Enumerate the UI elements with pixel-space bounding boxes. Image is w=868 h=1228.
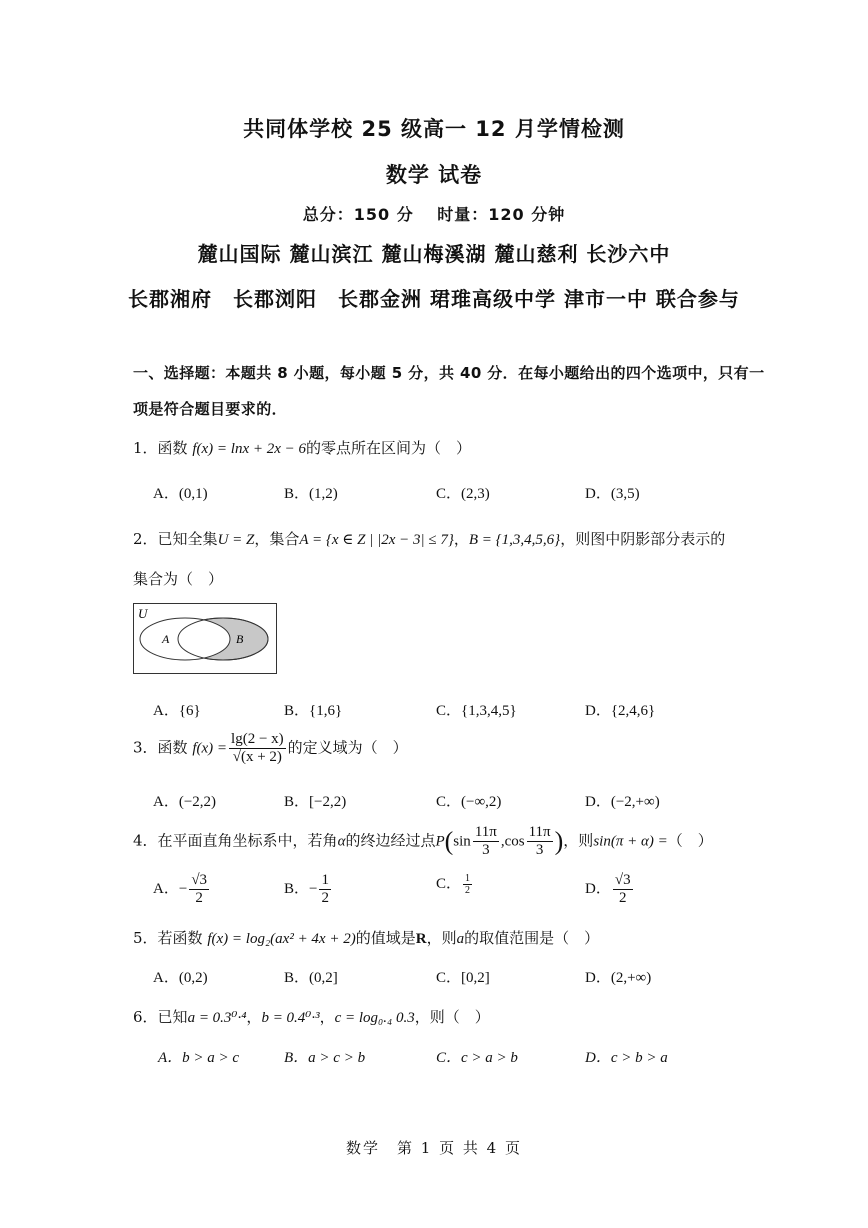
option-label: C． — [436, 876, 462, 892]
option-c[interactable]: C．{1,3,4,5} — [436, 703, 517, 719]
question-text: 函数 — [157, 439, 188, 457]
option-c[interactable]: C．(−∞,2) — [436, 794, 502, 810]
fraction — [613, 872, 633, 907]
schools-line-1: 麓山国际 麓山滨江 麓山梅溪湖 麓山慈利 长沙六中 — [197, 242, 671, 266]
fraction — [473, 824, 499, 859]
fraction — [319, 872, 331, 907]
sin-label: sin — [453, 833, 471, 850]
math-expression: sin(π + α) = — [593, 833, 668, 850]
exam-title: 共同体学校 25 级高一 12 月学情检测 — [243, 117, 625, 141]
math-expression: a — [456, 931, 465, 947]
option-b[interactable]: B．(0,2] — [284, 970, 338, 986]
question-text: 的值域是 — [355, 929, 416, 947]
option-sign: − — [178, 880, 188, 897]
fraction-denominator: 2 — [465, 885, 471, 897]
question-number: 6． — [133, 1008, 158, 1026]
math-expression: b = 0.4⁰·³ — [261, 1010, 320, 1026]
math-expression: U = Z — [217, 532, 255, 548]
fraction-numerator: 11π — [474, 824, 497, 840]
option-b[interactable]: B．{1,6} — [284, 703, 343, 719]
question-text: 若函数 — [157, 929, 203, 947]
fraction-denominator: √(x + 2) — [232, 749, 282, 765]
question-text: 已知 — [157, 1008, 188, 1026]
option-d[interactable]: D．{2,4,6} — [585, 703, 656, 719]
question-number: 3． — [133, 738, 158, 757]
schools-line-2: 长郡湘府 长郡浏阳 长郡金洲 珺琟高级中学 津市一中 联合参与 — [128, 287, 740, 311]
question-text: ，则图中阴影部分表示的 — [560, 530, 726, 548]
venn-b-label: B — [236, 632, 244, 646]
question-text: 的定义域为（ ） — [287, 738, 408, 757]
math-expression: a = 0.3⁰·⁴ — [187, 1010, 247, 1026]
option-c[interactable] — [436, 872, 474, 896]
fraction-numerator: lg(2 − x) — [231, 731, 284, 747]
set-a-ellipse — [140, 618, 230, 660]
question-text: 函数 — [157, 738, 188, 757]
option-d[interactable]: D．(−2,+∞) — [585, 794, 660, 810]
question-2 — [133, 528, 725, 549]
fraction-numerator: √3 — [614, 872, 631, 888]
math-expression: A = {x ∈ Z | |2x − 3| ≤ 7} — [299, 532, 454, 548]
separator: ， — [319, 1008, 335, 1026]
math-expression: B = {1,3,4,5,6} — [468, 532, 561, 548]
venn-u-label: U — [138, 606, 148, 621]
fraction-denominator: 3 — [482, 842, 490, 858]
fraction — [229, 731, 286, 766]
option-b[interactable]: B．[−2,2) — [284, 794, 347, 810]
option-label: D． — [585, 880, 611, 897]
question-4 — [133, 824, 713, 859]
point-label: P — [435, 833, 445, 850]
question-text: ， — [453, 530, 469, 548]
question-text: ，集合 — [254, 530, 300, 548]
question-1 — [133, 437, 471, 458]
right-paren: ) — [554, 826, 564, 856]
math-expression: f(x) = — [192, 740, 228, 757]
option-a[interactable]: A．b > a > c — [158, 1050, 240, 1066]
option-sign: − — [309, 880, 318, 897]
question-number: 5． — [133, 929, 158, 947]
math-expression: f(x) = lnx + 2x − 6 — [192, 441, 307, 457]
option-a[interactable]: A．(0,2) — [153, 970, 208, 986]
question-text: ，则 — [563, 831, 594, 850]
fraction-numerator: 1 — [321, 872, 329, 888]
option-a[interactable]: A．(0,1) — [153, 486, 208, 502]
question-text: 的终边经过点 — [345, 831, 436, 850]
fraction-numerator: 1 — [465, 873, 471, 885]
math-expression: c = log₀.₄ 0.3 — [334, 1010, 415, 1026]
question-6 — [133, 1006, 490, 1027]
fraction — [189, 872, 209, 907]
exam-subject: 数学 试卷 — [385, 163, 483, 187]
fraction-denominator: 2 — [618, 890, 627, 906]
option-d[interactable]: D．(2,+∞) — [585, 970, 652, 986]
question-text: 在平面直角坐标系中，若角 — [157, 831, 338, 850]
question-3 — [133, 731, 408, 766]
fraction-denominator: 2 — [321, 890, 329, 906]
fraction-numerator: 11π — [528, 824, 551, 840]
option-c[interactable]: C．[0,2] — [436, 970, 490, 986]
question-text: 的零点所在区间为（ ） — [306, 439, 472, 457]
fraction — [527, 824, 553, 859]
score-time-line: 总分：150 分 时量：120 分钟 — [302, 205, 566, 224]
cos-label: ,cos — [500, 833, 525, 850]
separator: ， — [246, 1008, 262, 1026]
option-c[interactable]: C．(2,3) — [436, 486, 490, 502]
option-d[interactable]: D．c > b > a — [585, 1050, 668, 1066]
question-text: （ ） — [667, 831, 713, 850]
option-a[interactable]: A．{6} — [153, 703, 201, 719]
left-paren: ( — [444, 826, 454, 856]
option-d[interactable]: D．(3,5) — [585, 486, 640, 502]
question-text: 已知全集 — [157, 530, 218, 548]
option-b[interactable]: B．(1,2) — [284, 486, 338, 502]
question-number: 1． — [133, 439, 158, 457]
question-5 — [133, 927, 599, 948]
question-number: 4． — [133, 831, 158, 850]
option-b[interactable]: B．a > c > b — [284, 1050, 366, 1066]
fraction — [463, 873, 472, 896]
option-label: B． — [284, 880, 310, 897]
math-expression: α — [337, 833, 346, 850]
venn-a-label: A — [162, 632, 170, 646]
option-b[interactable] — [284, 872, 333, 907]
venn-diagram — [133, 603, 277, 674]
question-text: ，则（ ） — [414, 1008, 490, 1026]
fraction-denominator: 2 — [195, 890, 203, 906]
question-2-line-2: 集合为（ ） — [133, 570, 224, 588]
section-heading-line-1: 一、选择题：本题共 8 小题，每小题 5 分，共 40 分．在每小题给出的四个选项中，只有一 — [133, 364, 765, 382]
option-d[interactable] — [585, 872, 635, 907]
page-footer: 数学 第 1 页 共 4 页 — [346, 1139, 522, 1157]
option-a[interactable]: A．(−2,2) — [153, 794, 217, 810]
section-heading-line-2: 项是符合题目要求的． — [133, 400, 288, 418]
math-expression: R — [415, 931, 427, 947]
fraction-numerator: √3 — [191, 872, 208, 888]
question-text: ，则 — [426, 929, 457, 947]
question-number: 2． — [133, 530, 158, 548]
option-a[interactable] — [153, 872, 211, 907]
option-label: A． — [153, 880, 179, 897]
math-expression: f(x) = log₂(ax² + 4x + 2) — [207, 931, 356, 947]
question-text: 的取值范围是（ ） — [464, 929, 600, 947]
option-c[interactable]: C．c > a > b — [436, 1050, 518, 1066]
fraction-denominator: 3 — [535, 842, 544, 858]
